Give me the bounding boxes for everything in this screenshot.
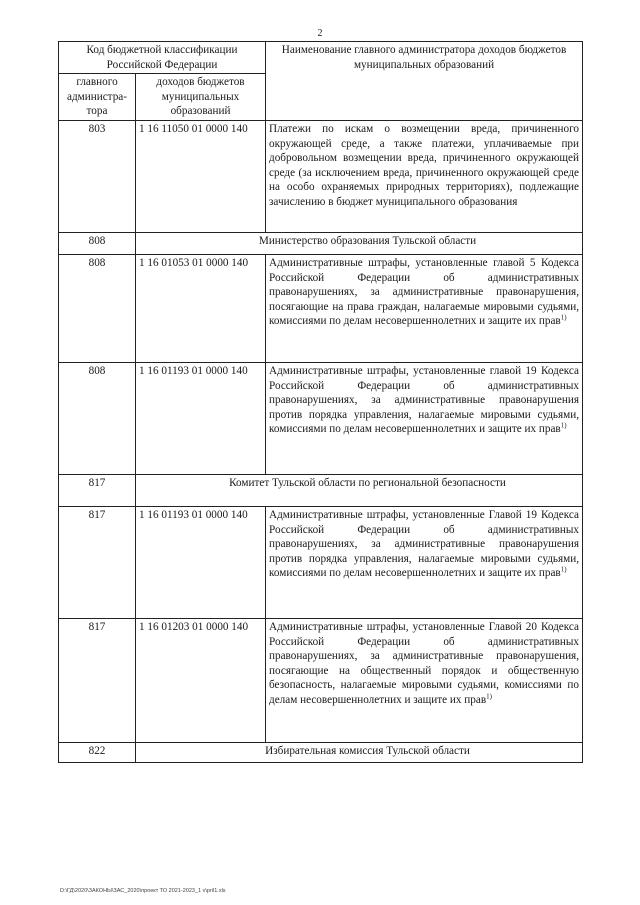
header-row xyxy=(59,42,583,74)
footnote-marker: 1) xyxy=(560,565,567,574)
table-row xyxy=(59,474,583,506)
file-path-footer: D:\ГД\2020\ЗАКОНЫ\ЗАС_2020\проект ТО 2021-2023_1 v\pril1.xls xyxy=(60,888,226,894)
page-number: 2 xyxy=(317,28,323,39)
table-row xyxy=(59,362,583,474)
table-row xyxy=(59,120,583,232)
income-description-cell xyxy=(266,120,583,232)
income-description-cell xyxy=(266,618,583,742)
administrator-name-cell: Комитет Тульской области по региональной безопасности xyxy=(136,474,583,506)
footnote-marker: 1) xyxy=(560,313,567,322)
table-row xyxy=(59,618,583,742)
income-administrators-table xyxy=(58,41,583,763)
kbk-header: Код бюджетной классификации Российской Федерации xyxy=(59,42,266,74)
admin-code-cell: 808 xyxy=(59,232,136,254)
table-row xyxy=(59,742,583,762)
income-description-text: Платежи по искам о возмещении вреда, причиненного окружающей среде, а также платежи, уплачиваемые при добровольном возмещении вреда, причиненного окружающей среде (за исключением вреда, причиненного окружающей среде на особо охраняемых природных территориях), подлежащие зачислению в бюджет муниципального образования xyxy=(269,122,580,208)
table-body xyxy=(59,120,583,762)
name-header: Наименование главного администратора доходов бюджетов муниципальных образований xyxy=(266,42,583,121)
admin-code-header: главного администра-тора xyxy=(59,74,136,121)
income-description-text: Административные штрафы, установленные главой 5 Кодекса Российской Федерации об административных правонарушениях, за административные правонарушения, посягающие на права граждан, налагаемые мировыми судьями, комиссиями по делам несовершеннолетних и защите их прав xyxy=(269,256,580,328)
admin-code-cell: 808 xyxy=(59,254,136,362)
income-description-text: Административные штрафы, установленные Главой 19 Кодекса Российской Федерации об административных правонарушениях, за административные правонарушения против порядка управления, налагаемые мировыми судьями, комиссиями по делам несовершеннолетних и защите их прав xyxy=(269,508,580,580)
income-code-cell: 1 16 01053 01 0000 140 xyxy=(136,254,266,362)
administrator-name-cell: Министерство образования Тульской области xyxy=(136,232,583,254)
admin-code-cell: 803 xyxy=(59,120,136,232)
admin-code-cell: 822 xyxy=(59,742,136,762)
income-code-cell: 1 16 01203 01 0000 140 xyxy=(136,618,266,742)
income-description-text: Административные штрафы, установленные главой 19 Кодекса Российской Федерации об административных правонарушениях, за административные правонарушения против порядка управления, налагаемые мировыми судьями, комиссиями по делам несовершеннолетних и защите их прав xyxy=(269,364,580,436)
income-code-cell: 1 16 01193 01 0000 140 xyxy=(136,362,266,474)
footnote-marker: 1) xyxy=(486,692,492,701)
table-row xyxy=(59,232,583,254)
income-description-cell xyxy=(266,254,583,362)
footnote-marker: 1) xyxy=(560,421,567,430)
admin-code-cell: 808 xyxy=(59,362,136,474)
administrator-name-cell: Избирательная комиссия Тульской области xyxy=(136,742,583,762)
income-description-cell xyxy=(266,362,583,474)
admin-code-cell: 817 xyxy=(59,506,136,618)
income-code-cell: 1 16 01193 01 0000 140 xyxy=(136,506,266,618)
income-code-header: доходов бюджетов муниципальных образований xyxy=(136,74,266,121)
admin-code-cell: 817 xyxy=(59,474,136,506)
table-row xyxy=(59,254,583,362)
income-description-cell xyxy=(266,506,583,618)
table-row xyxy=(59,506,583,618)
admin-code-cell: 817 xyxy=(59,618,136,742)
income-code-cell: 1 16 11050 01 0000 140 xyxy=(136,120,266,232)
income-description-text: Административные штрафы, установленные Главой 20 Кодекса Российской Федерации об административных правонарушениях, за административные правонарушения, посягающие на общественный порядок и общественную безопасность, налагаемые мировыми судьями, комиссиями по делам несовершеннолетних и защите их прав xyxy=(269,620,580,706)
